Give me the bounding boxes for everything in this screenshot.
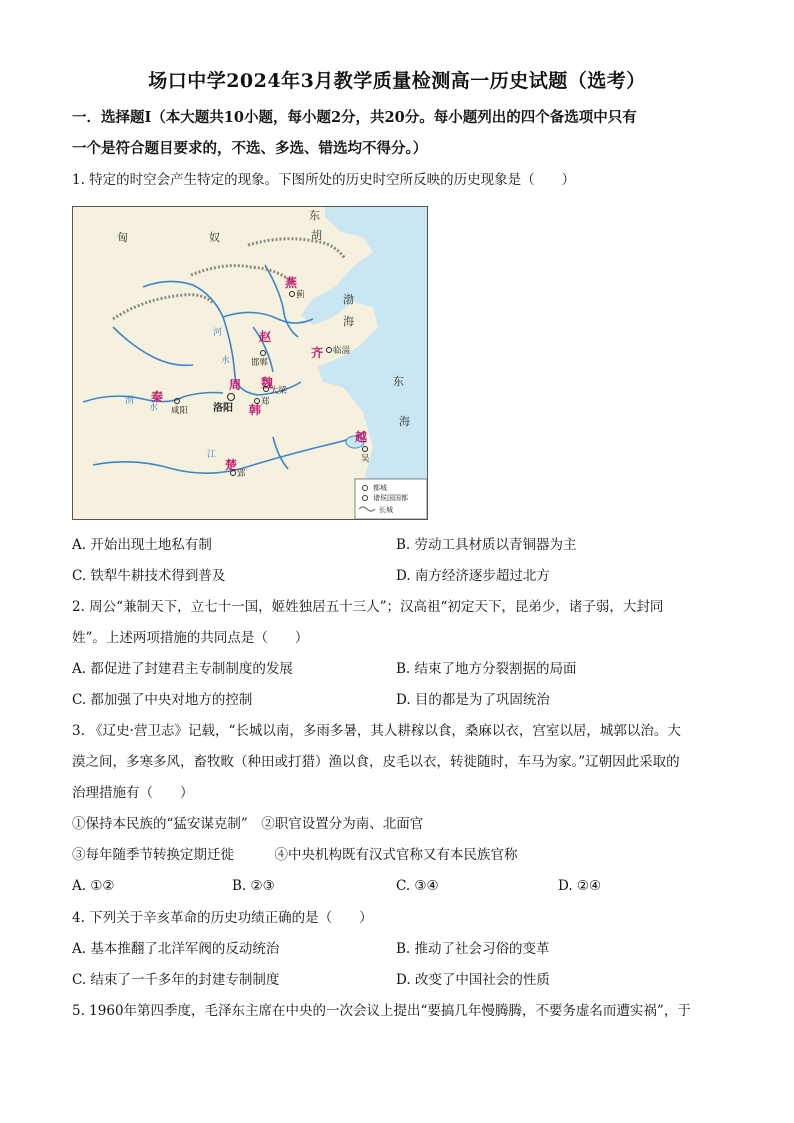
q3-option-b[interactable]: B. ②③ — [232, 878, 275, 894]
page-title: 场口中学2024年3月教学质量检测高一历史试题（选考） — [148, 70, 646, 92]
map-legend — [355, 479, 427, 519]
city-linzi: 临淄 — [333, 346, 351, 356]
region-donghu-1: 东 — [309, 209, 320, 222]
river-he-1: 河 — [213, 328, 223, 338]
city-xianyang: 咸阳 — [171, 406, 189, 416]
state-yan: 燕 — [285, 276, 298, 290]
region-xiongnu-2: 奴 — [209, 231, 220, 244]
question-3-items-line1: ①保持本民族的“猛安谋克制” ②职官设置分为南、北面官 — [72, 816, 424, 832]
q4-option-d[interactable]: D. 改变了中国社会的性质 — [396, 972, 550, 988]
question-5-stem: 5. 1960年第四季度，毛泽东主席在中央的一次会议上提出“要搞几年慢腾腾，不要务虚名而遭实祸”，于 — [72, 1003, 691, 1019]
state-qi: 齐 — [311, 346, 324, 360]
q3-option-d[interactable]: D. ②④ — [558, 878, 602, 894]
state-yue: 越 — [355, 430, 368, 444]
legend-capital: 都城 — [373, 484, 387, 492]
sea-dong-2: 海 — [399, 415, 410, 428]
sea-bo-1: 渤 — [343, 293, 354, 306]
question-2-stem-line2: 姓”。上述两项措施的共同点是（ ） — [72, 630, 309, 646]
q1-option-c[interactable]: C. 铁犁牛耕技术得到普及 — [72, 568, 226, 584]
q4-option-a[interactable]: A. 基本推翻了北洋军阀的反动统治 — [72, 941, 280, 957]
question-3-stem-line2: 漠之间，多寒多风，畜牧畋（种田或打猎）渔以食，皮毛以衣，转徙随时，车马为家。”辽朝因此采取的 — [72, 754, 680, 770]
q1-option-d[interactable]: D. 南方经济逐步超过北方 — [396, 568, 550, 584]
river-wei-2: 水 — [149, 403, 159, 413]
state-zhao: 赵 — [259, 330, 272, 344]
historical-map — [72, 206, 428, 520]
q4-option-b[interactable]: B. 推动了社会习俗的变革 — [396, 941, 550, 957]
state-qin: 秦 — [151, 390, 164, 404]
city-wu: 吴 — [361, 454, 370, 464]
legend-wall: 长城 — [379, 506, 393, 514]
q3-option-a[interactable]: A. ①② — [72, 878, 115, 894]
q4-option-c[interactable]: C. 结束了一千多年的封建专制制度 — [72, 972, 280, 988]
question-4-stem: 4. 下列关于辛亥革命的历史功绩正确的是（ ） — [72, 910, 373, 926]
section-heading-line2: 一个是符合题目要求的，不选、多选、错选均不得分。） — [72, 140, 428, 157]
sea-dong-1: 东 — [393, 375, 404, 388]
q1-option-a[interactable]: A. 开始出现土地私有制 — [72, 537, 212, 553]
city-ying: 郢 — [237, 469, 246, 479]
question-3-items-line2: ③每年随季节转换定期迁徙 ④中央机构既有汉式官称又有本民族官称 — [72, 847, 518, 863]
q2-option-a[interactable]: A. 都促进了封建君主专制制度的发展 — [72, 661, 293, 677]
question-3-stem-line3: 治理措施有（ ） — [72, 785, 194, 801]
section-heading-line1: 一．选择题Ⅰ（本大题共10小题，每小题2分，共20分。每小题列出的四个备选项中只有 — [72, 109, 637, 126]
sea-bo-2: 海 — [343, 315, 354, 328]
city-zheng: 郑 — [261, 397, 270, 407]
q2-option-b[interactable]: B. 结束了地方分裂割据的局面 — [396, 661, 577, 677]
state-chu: 楚 — [225, 458, 238, 472]
city-luoyang: 洛阳 — [213, 403, 233, 414]
q1-option-b[interactable]: B. 劳动工具材质以青铜器为主 — [396, 537, 577, 553]
city-daliang: 大梁 — [270, 386, 288, 396]
river-jiang: 江 — [207, 450, 217, 460]
q2-option-c[interactable]: C. 都加强了中央对地方的控制 — [72, 692, 253, 708]
region-xiongnu-1: 匈 — [117, 231, 128, 244]
q2-option-d[interactable]: D. 目的都是为了巩固统治 — [396, 692, 550, 708]
river-he-2: 水 — [221, 356, 231, 366]
state-zhou: 周 — [229, 378, 242, 392]
question-1-stem: 1. 特定的时空会产生特定的现象。下图所处的历史时空所反映的历史现象是（ ） — [72, 172, 576, 188]
question-2-stem-line1: 2. 周公“兼制天下，立七十一国，姬姓独居五十三人”；汉高祖“初定天下，昆弟少，诸子弱，大封同 — [72, 599, 664, 615]
legend-state-capital: 诸侯国国都 — [373, 494, 408, 502]
city-handan: 邯郸 — [251, 358, 269, 368]
state-han: 韩 — [249, 403, 262, 417]
city-ji: 蓟 — [296, 290, 305, 300]
region-donghu-2: 胡 — [311, 229, 322, 242]
river-wei-1: 渭 — [125, 396, 135, 406]
state-wei: 魏 — [261, 376, 274, 390]
q3-option-c[interactable]: C. ③④ — [396, 878, 439, 894]
question-3-stem-line1: 3. 《辽史·营卫志》记载，“长城以南，多雨多暑，其人耕稼以食，桑麻以衣，宫室以居，城郭以治。大 — [72, 723, 681, 739]
